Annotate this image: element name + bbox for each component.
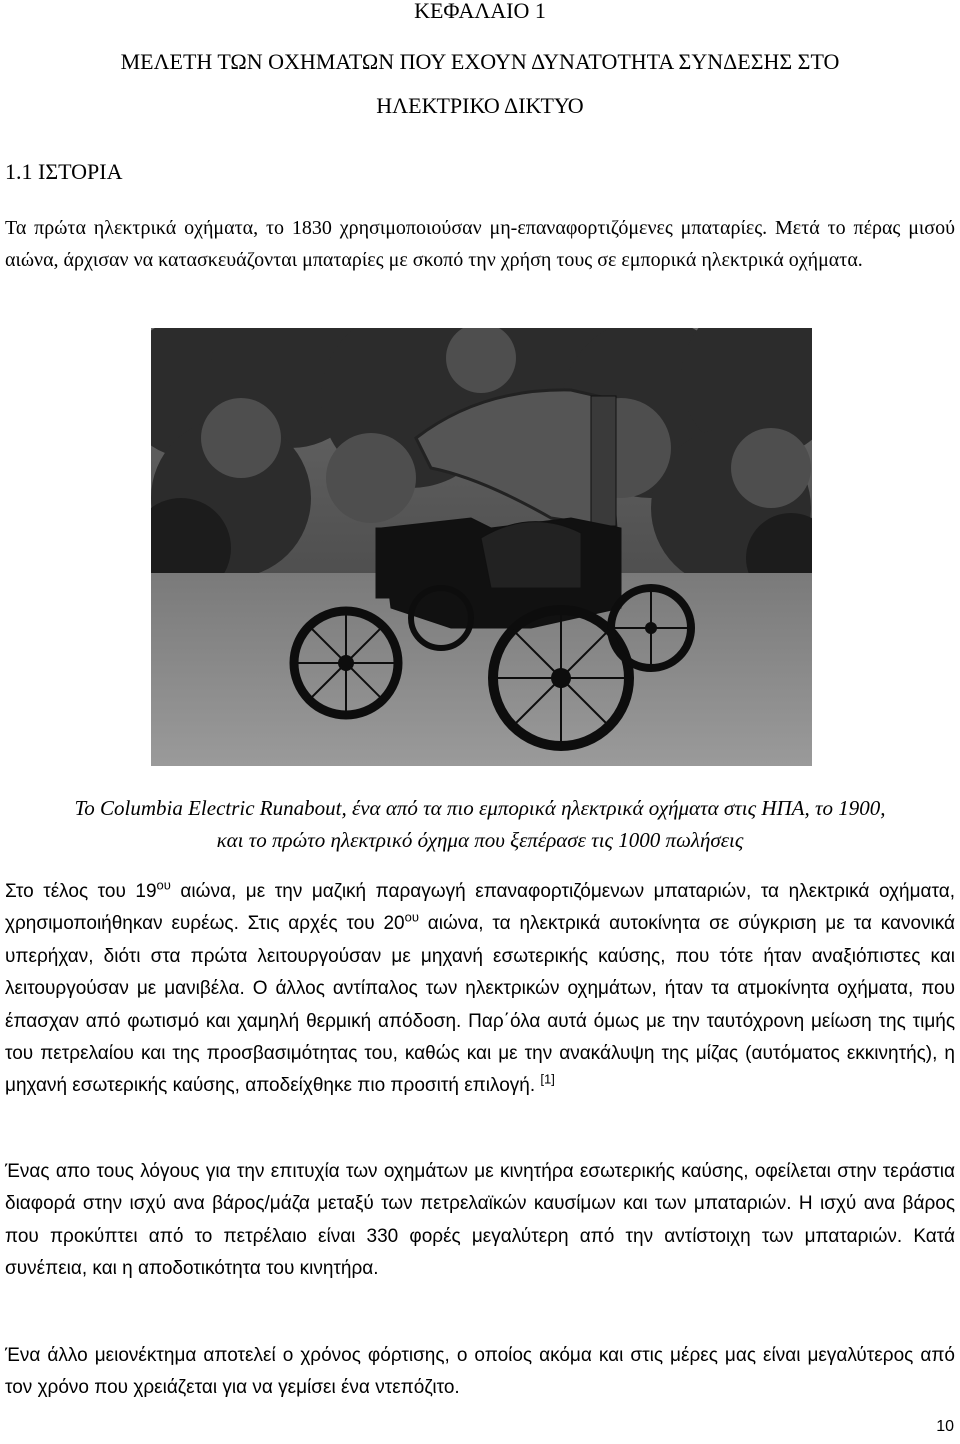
superscript-ordinal: ου (404, 910, 419, 926)
history-text-2: αιώνα, με την μαζική παραγωγή επαναφορτιζόμενων μπαταριών, τα ηλεκτρικά οχήματα, χρησιμοποιήθηκαν ευρέως. Στις αρχές του 20 (5, 881, 955, 935)
charging-time-paragraph: Ένα άλλο μειονέκτημα αποτελεί ο χρόνος φόρτισης, ο οποίος ακόμα και στις μέρες μας είναι μεγαλύτερος από τον χρόνο που χρειάζεται για να γεμίσει ένα ντεπόζιτο. (5, 1345, 955, 1399)
intro-paragraph: Τα πρώτα ηλεκτρικά οχήματα, το 1830 χρησιμοποιούσαν μη-επαναφορτιζόμενες μπαταρίες. Μετά το πέρας μισού αιώνα, άρχισαν να κατασκευάζονται μπαταρίες με σκοπό την χρήση τους σε εμπορικά ηλεκτρικά οχήματα. (5, 217, 955, 272)
ice-success-paragraph: Ένας απο τους λόγους για την επιτυχία των οχημάτων με κινητήρα εσωτερικής καύσης, οφείλεται στην τεράστια διαφορά στην ισχύ ανα βάρος/μάζα μεταξύ των πετρελαϊκών καυσίμων και των μπαταριών. Η ισχύ ανα βάρος που προκύπτει από το πετρέλαιο είναι 330 φορές μεγαλύτερη από την αντίστοιχη των μπαταριών. Κατά συνέπεια, και η αποδοτικότητα του κινητήρα. (5, 1161, 955, 1280)
figure-caption-line1: Το Columbia Electric Runabout, ένα από τα πιο εμπορικά ηλεκτρικά οχήματα στις ΗΠΑ, το 1900, (74, 796, 886, 820)
history-paragraph (5, 876, 955, 1103)
page-number: 10 (936, 1418, 954, 1435)
history-text-1: Στο τέλος του 19 (5, 881, 157, 902)
columbia-electric-runabout-photo (151, 328, 812, 766)
superscript-ordinal: ου (156, 877, 171, 893)
section-heading: 1.1 ΙΣΤΟΡΙΑ (5, 159, 123, 184)
history-text-3: αιώνα, τα ηλεκτρικά αυτοκίνητα σε σύγκριση με τα κανονικά υπερήχαν, διότι στα πρώτα λειτουργούσαν με μηχανή εσωτερικής καύσης, που τότε ήταν αναξιόπιστες και λειτουργούσαν με μανιβέλα. Ο άλλος αντίπαλος των ηλεκτρικών οχημάτων, ήταν τα ατμοκίνητα οχήματα, που έπασχαν από φωτισμό και χαμηλή θερμική απόδοση. Παρ΄όλα αυτά όμως με την ταυτόχρονη μείωση της τιμής του πετρελαίου και της προσβασιμότητας του, καθώς και με την ανακάλυψη της μίζας (αυτόματος εκκινητής), η μηχανή εσωτερικής καύσης, αποδείχθηκε πιο προσιτή επιλογή. (5, 913, 955, 1097)
chapter-title-line1: ΜΕΛΕΤΗ ΤΩΝ ΟΧΗΜΑΤΩΝ ΠΟΥ ΕΧΟΥΝ ΔΥΝΑΤΟΤΗΤΑ ΣΥΝΔΕΣΗΣ ΣΤΟ (120, 49, 840, 74)
citation-reference: [1] (540, 1072, 555, 1088)
figure-caption-line2: και το πρώτο ηλεκτρικό όχημα που ξεπέρασε τις 1000 πωλήσεις (216, 828, 744, 852)
chapter-label: ΚΕΦΑΛΑΙΟ 1 (414, 0, 546, 23)
chapter-title-line2: ΗΛΕΚΤΡΙΚΟ ΔΙΚΤΥΟ (376, 93, 584, 118)
